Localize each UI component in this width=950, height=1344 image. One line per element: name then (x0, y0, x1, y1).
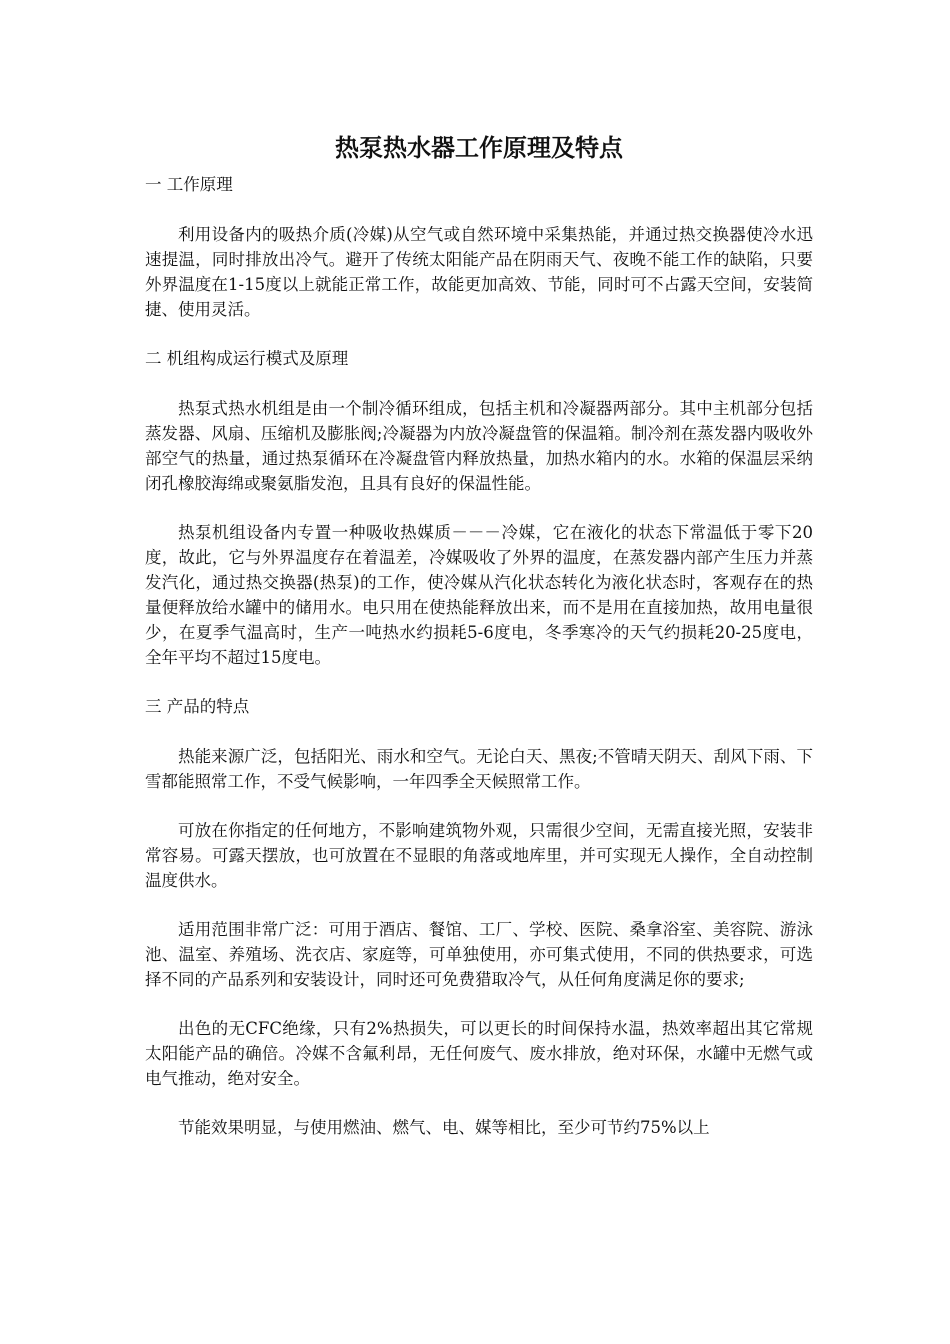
paragraph: 出色的无CFC绝缘，只有2%热损失，可以更长的时间保持水温，热效率超出其它常规太阳能产品的确倍。冷媒不含氟利昂，无任何废气、废水排放，绝对环保，水罐中无燃气或电气推动，绝对安全。 (145, 1019, 813, 1088)
paragraph: 适用范围非常广泛：可用于酒店、餐馆、工厂、学校、医院、桑拿浴室、美容院、游泳池、温室、养殖场、洗衣店、家庭等，可单独使用，亦可集式使用，不同的供热要求，可选择不同的产品系列和安装设计，同时还可免费猎取冷气，从任何角度满足你的要求; (145, 920, 813, 989)
section-working-principle (145, 172, 813, 322)
section-unit-composition (145, 346, 813, 670)
document-title: 热泵热水器工作原理及特点 (335, 134, 623, 162)
paragraph: 利用设备内的吸热介质(冷媒)从空气或自然环境中采集热能，并通过热交换器使冷水迅速提温，同时排放出冷气。避开了传统太阳能产品在阴雨天气、夜晚不能工作的缺陷，只要外界温度在1-15度以上就能正常工作，故能更加高效、节能，同时可不占露天空间，安装简捷、使用灵活。 (145, 225, 813, 319)
paragraph: 可放在你指定的任何地方，不影响建筑物外观，只需很少空间，无需直接光照，安装非常容易。可露天摆放，也可放置在不显眼的角落或地库里，并可实现无人操作，全自动控制温度供水。 (145, 821, 813, 890)
section-heading: 一 工作原理 (145, 175, 233, 194)
paragraph: 热能来源广泛，包括阳光、雨水和空气。无论白天、黑夜;不管晴天阴天、刮风下雨、下雪都能照常工作，不受气候影响，一年四季全天候照常工作。 (145, 747, 813, 791)
paragraph: 热泵式热水机组是由一个制冷循环组成，包括主机和冷凝器两部分。其中主机部分包括蒸发器、风扇、压缩机及膨胀阀;冷凝器为内放冷凝盘管的保温箱。制冷剂在蒸发器内吸收外部空气的热量，通过热泵循环在冷凝盘管内释放热量，加热水箱内的水。水箱的保温层采纳闭孔橡胶海绵或聚氨脂发泡，且具有良好的保温性能。 (145, 399, 813, 493)
paragraph: 节能效果明显，与使用燃油、燃气、电、媒等相比，至少可节约75%以上 (178, 1118, 710, 1137)
paragraph: 热泵机组设备内专置一种吸收热媒质－－－冷媒，它在液化的状态下常温低于零下20度，故此，它与外界温度存在着温差，冷媒吸收了外界的温度，在蒸发器内部产生压力并蒸发汽化，通过热交换器(热泵)的工作，使冷媒从汽化状态转化为液化状态时，客观存在的热量便释放给水罐中的储用水。电只用在使热能释放出来，而不是用在直接加热，故用电量很少，在夏季气温高时，生产一吨热水约损耗5-6度电，冬季寒冷的天气约损耗20-25度电，全年平均不超过15度电。 (145, 523, 813, 667)
document-body (145, 128, 813, 1140)
section-heading: 二 机组构成运行模式及原理 (145, 349, 349, 368)
section-heading: 三 产品的特点 (145, 697, 250, 716)
section-product-features (145, 694, 813, 1140)
